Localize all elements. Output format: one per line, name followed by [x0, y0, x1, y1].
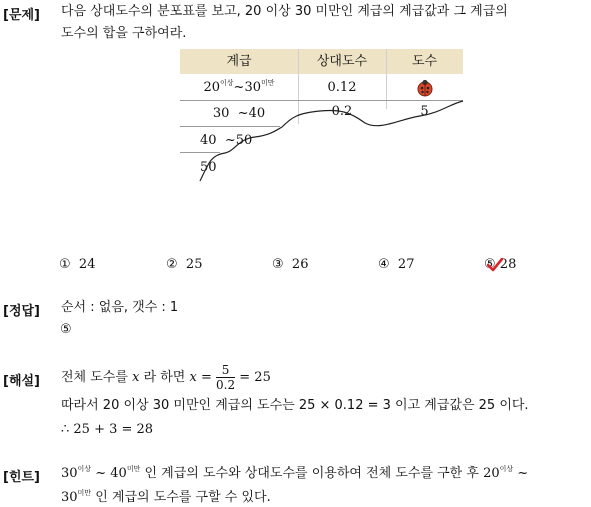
choice-4-number: ④ [378, 257, 390, 272]
hint-line-1: $30^{이상}$ ~ $40^{미만}$ 인 계급의 도수와 상대도수를 이용하여 전체 도수를 구한 후 $20^{이상}$ ~ [61, 465, 529, 481]
choice-4[interactable] [378, 257, 414, 272]
choice-2-number: ② [166, 257, 178, 272]
row3-class: 40 ~50 [200, 133, 253, 148]
answer-label: [정답] [3, 304, 40, 319]
choice-2-value: 25 [185, 257, 203, 272]
problem-line-2: 도수의 합을 구하여라. [61, 26, 187, 41]
choice-5[interactable] [484, 257, 516, 272]
problem-label: [문제] [3, 8, 40, 23]
choice-3[interactable] [272, 257, 308, 272]
choice-5-value: 28 [499, 257, 517, 272]
choice-1-number: ① [59, 257, 71, 272]
row2-class: 30 ~40 [212, 106, 266, 121]
hint-label: [힌트] [3, 470, 40, 485]
row4-class: 50 [200, 160, 217, 175]
hint-line-2: $30^{미만}$ 인 계급의 도수를 구할 수 있다. [61, 489, 271, 505]
row2-frequency: 5 [420, 104, 429, 119]
explanation-line-2: 따라서 20 이상 30 미만인 계급의 도수는 25 × 0.12 = 3 이고 계급값은 25 이다. [61, 398, 529, 413]
choice-1[interactable] [59, 257, 95, 272]
row1-class: $20^{이상}\sim 30^{미만}$ [203, 79, 275, 95]
header-frequency: 도수 [411, 54, 438, 69]
relative-frequency-table [180, 49, 463, 189]
choice-3-value: 26 [291, 257, 309, 272]
choice-2[interactable] [166, 257, 202, 272]
fraction: $\frac{5}{0.2}$ [216, 363, 236, 392]
header-relative-frequency: 상대도수 [316, 54, 368, 69]
row1-relative-frequency: 0.12 [327, 80, 357, 95]
problem-line-1: 다음 상대도수의 분포표를 보고, 20 이상 30 미만인 계급의 계급값과 그 계급의 [61, 4, 508, 19]
answer-line-1: 순서 : 없음, 갯수 : 1 [61, 300, 179, 315]
choice-5-number: ⑤ [484, 257, 496, 272]
check-mark-icon [487, 258, 503, 272]
explanation-line-3: ∴ 25 + 3 = 28 [61, 422, 154, 437]
choice-1-value: 24 [78, 257, 96, 272]
header-class: 계급 [226, 54, 252, 69]
row2-relative-frequency: 0.2 [331, 104, 353, 119]
choice-4-value: 27 [397, 257, 415, 272]
torn-edge [180, 49, 470, 189]
choice-3-number: ③ [272, 257, 284, 272]
explanation-line-1: 전체 도수를 x 라 하면 x = $\frac{5}{0.2}$ = 25 [61, 363, 271, 392]
answer-line-2: ⑤ [60, 322, 72, 337]
explanation-label: [해설] [3, 374, 40, 389]
